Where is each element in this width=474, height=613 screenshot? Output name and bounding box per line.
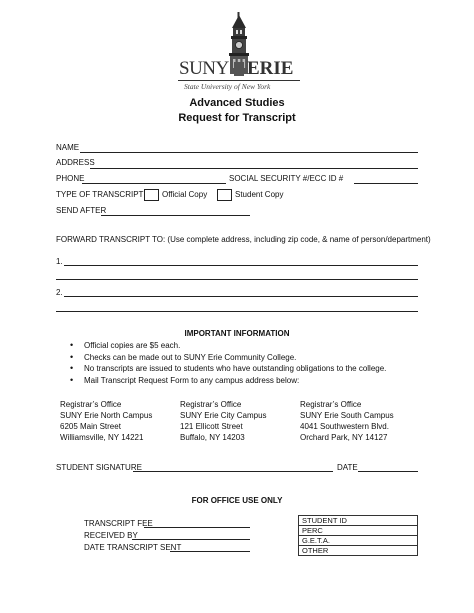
transcript-type-label: TYPE OF TRANSCRIPT — [56, 190, 144, 199]
forward-1-number: 1. — [56, 257, 63, 266]
office-cell-student-id[interactable]: STUDENT ID — [299, 516, 418, 526]
received-by-field[interactable] — [132, 539, 250, 540]
forward-1-field[interactable] — [64, 265, 418, 266]
info-list — [68, 340, 386, 386]
office-use-table — [298, 515, 418, 556]
address-field[interactable] — [90, 168, 418, 169]
info-heading: IMPORTANT INFORMATION — [184, 329, 290, 338]
office-cell-other[interactable]: OTHER — [299, 546, 418, 556]
page-subtitle: Request for Transcript — [178, 112, 296, 124]
date-field[interactable] — [358, 471, 418, 472]
forward-2-field[interactable] — [64, 296, 418, 297]
address-city: Buffalo, NY 14203 — [180, 433, 245, 442]
official-copy-checkbox[interactable] — [144, 189, 159, 201]
transcript-fee-field[interactable] — [144, 527, 250, 528]
info-item: • Checks can be made out to SUNY Erie Community College. — [68, 352, 386, 364]
signature-label: STUDENT SIGNATURE — [56, 463, 142, 472]
phone-label: PHONE — [56, 174, 85, 183]
received-by-label: RECEIVED BY — [84, 531, 138, 540]
logo-suny: SUNY — [179, 58, 229, 79]
logo-erie: ERIE — [247, 58, 294, 79]
address-street: 6205 Main Street — [60, 422, 121, 431]
address-city: Orchard Park, NY 14127 — [300, 433, 388, 442]
address-street: 121 Ellicott Street — [180, 422, 243, 431]
logo-subtitle: State University of New York — [184, 82, 271, 91]
date-sent-label: DATE TRANSCRIPT SENT — [84, 543, 182, 552]
address-city: Williamsville, NY 14221 — [60, 433, 144, 442]
official-copy-label: Official Copy — [162, 190, 208, 199]
address-campus: SUNY Erie City Campus — [180, 411, 267, 420]
date-label: DATE — [337, 463, 358, 472]
address-office: Registrar’s Office — [60, 400, 122, 409]
phone-field[interactable] — [82, 183, 226, 184]
address-campus: SUNY Erie North Campus — [60, 411, 153, 420]
address-north — [60, 399, 152, 443]
info-item: • No transcripts are issued to students who have outstanding obligations to the college. — [68, 363, 386, 375]
forward-2-line2[interactable] — [56, 311, 418, 312]
college-logo — [178, 12, 300, 98]
address-campus: SUNY Erie South Campus — [300, 411, 394, 420]
forward-2-number: 2. — [56, 288, 63, 297]
address-office: Registrar’s Office — [180, 400, 242, 409]
ssn-label: SOCIAL SECURITY #/ECC ID # — [229, 174, 344, 183]
info-item: • Official copies are $5 each. — [68, 340, 386, 352]
office-use-heading: FOR OFFICE USE ONLY — [191, 496, 283, 505]
address-label: ADDRESS — [56, 158, 95, 167]
send-after-field[interactable] — [101, 215, 250, 216]
transcript-fee-label: TRANSCRIPT FEE — [84, 519, 153, 528]
student-copy-label: Student Copy — [235, 190, 284, 199]
address-city-campus — [180, 399, 267, 443]
office-cell-geta[interactable]: G.E.T.A. — [299, 536, 418, 546]
forward-label: FORWARD TRANSCRIPT TO: (Use complete address, including zip code, & name of person/department) — [56, 235, 431, 244]
name-label: NAME — [56, 143, 80, 152]
ssn-field[interactable] — [354, 183, 418, 184]
signature-field[interactable] — [133, 471, 333, 472]
info-item: • Mail Transcript Request Form to any campus address below: — [68, 375, 386, 387]
address-south — [300, 399, 394, 443]
forward-1-line2[interactable] — [56, 279, 418, 280]
page-title: Advanced Studies — [189, 97, 285, 109]
date-sent-field[interactable] — [170, 551, 250, 552]
student-copy-checkbox[interactable] — [217, 189, 232, 201]
office-cell-perc[interactable]: PERC — [299, 526, 418, 536]
address-street: 4041 Southwestern Blvd. — [300, 422, 389, 431]
name-field[interactable] — [80, 152, 418, 153]
send-after-label: SEND AFTER — [56, 206, 107, 215]
address-office: Registrar’s Office — [300, 400, 362, 409]
